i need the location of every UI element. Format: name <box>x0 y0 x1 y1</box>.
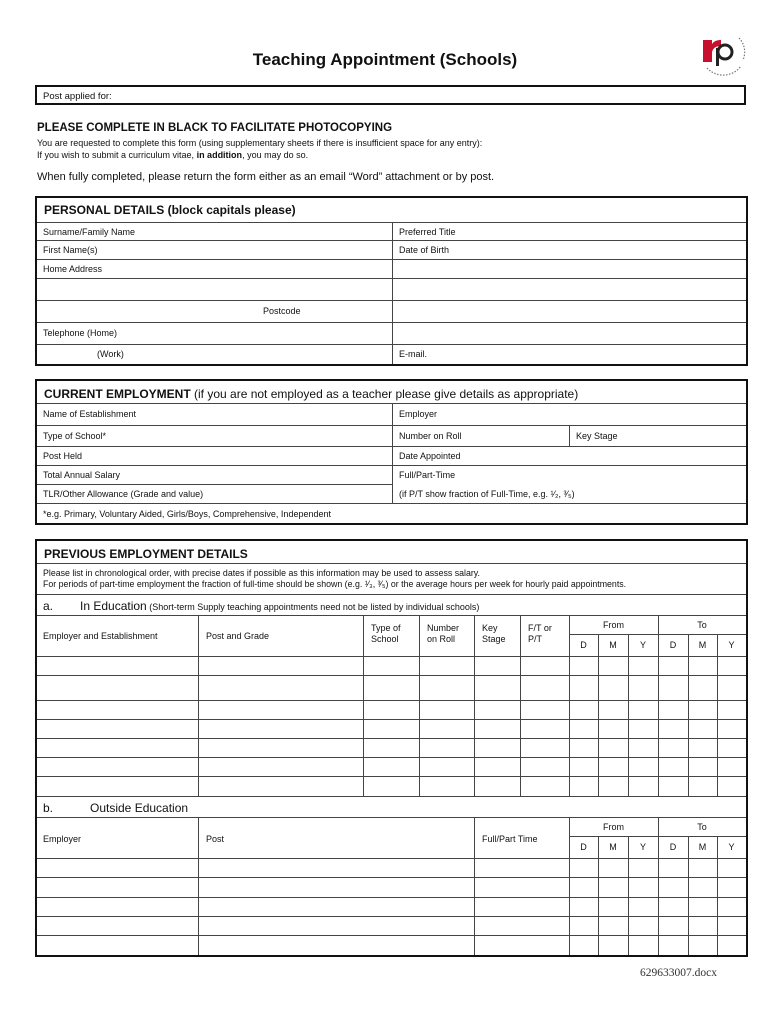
section-b-cell[interactable] <box>629 878 657 896</box>
section-b-cell[interactable] <box>475 878 568 896</box>
section-b-cell[interactable] <box>199 936 473 954</box>
section-b-cell[interactable] <box>659 878 687 896</box>
section-a-title <box>80 599 479 613</box>
section-a-cell[interactable] <box>420 720 473 737</box>
section-b-cell[interactable] <box>475 898 568 915</box>
section-a-col-header: Type of <box>371 623 401 633</box>
section-a-cell[interactable] <box>659 758 687 775</box>
section-a-to-header: To <box>697 620 707 630</box>
full-part-time-field[interactable]: Full/Part-Time <box>399 470 456 480</box>
section-b-cell[interactable] <box>718 878 745 896</box>
section-a-cell[interactable] <box>475 676 519 699</box>
section-a-cell[interactable] <box>38 758 197 775</box>
section-a-cell[interactable] <box>629 657 657 674</box>
section-a-cell[interactable] <box>475 720 519 737</box>
notice-line-2 <box>37 150 482 162</box>
section-a-cell[interactable] <box>521 739 568 756</box>
section-a-date-part-header: M <box>698 640 707 650</box>
section-a-cell[interactable] <box>570 701 597 718</box>
section-a-cell[interactable] <box>521 676 568 699</box>
section-a-cell[interactable] <box>38 777 197 795</box>
current-employment-section <box>35 379 748 525</box>
preferred-title-field[interactable]: Preferred Title <box>399 227 456 237</box>
section-b-title: Outside Education <box>90 801 189 815</box>
section-b-cell[interactable] <box>718 898 745 915</box>
notice-heading: PLEASE COMPLETE IN BLACK TO FACILITATE PHOTOCOPYING <box>37 122 393 134</box>
personal-details-heading: PERSONAL DETAILS (block capitals please) <box>44 203 296 217</box>
section-a-date-part-header: D <box>580 640 587 650</box>
fraction-note: (if P/T show fraction of Full-Time, e.g. ¹⁄₂, ³⁄₅) <box>399 489 575 499</box>
section-a-cell[interactable] <box>364 720 418 737</box>
section-b-cell[interactable] <box>629 936 657 954</box>
current-employment-heading-note: (if you are not employed as a teacher please give details as appropriate) <box>190 387 579 401</box>
section-a-cell[interactable] <box>199 720 362 737</box>
section-a-cell[interactable] <box>521 657 568 674</box>
section-a-date-part-header: Y <box>728 640 735 650</box>
section-b-cell[interactable] <box>475 936 568 954</box>
notice-line-2-pre: If you wish to submit a curriculum vitae, <box>37 149 197 160</box>
previous-employment-section <box>35 539 748 957</box>
section-a-date-part-header: Y <box>639 640 646 650</box>
current-employment-heading <box>44 387 578 401</box>
section-b-col-header: Employer <box>43 834 82 844</box>
section-a-cell[interactable] <box>629 758 657 775</box>
section-a-cell[interactable] <box>659 701 687 718</box>
first-names-field[interactable]: First Name(s) <box>43 245 98 255</box>
section-a-col-header: Key <box>482 623 498 633</box>
section-b-cell[interactable] <box>599 859 627 876</box>
section-a-cell[interactable] <box>659 720 687 737</box>
section-a-cell[interactable] <box>599 720 627 737</box>
section-a-cell[interactable] <box>689 676 716 699</box>
section-a-cell[interactable] <box>521 720 568 737</box>
section-b-letter: b. <box>43 801 54 815</box>
section-a-title-text: In Education <box>80 599 147 613</box>
number-on-roll-field[interactable]: Number on Roll <box>399 431 462 441</box>
section-b-cell[interactable] <box>718 917 745 934</box>
section-a-cell[interactable] <box>599 758 627 775</box>
section-b-cell[interactable] <box>689 917 716 934</box>
section-a-cell[interactable] <box>521 777 568 795</box>
section-a-col-header: Post and Grade <box>206 631 270 641</box>
section-a-cell[interactable] <box>475 701 519 718</box>
section-a-col-header: Number <box>427 623 460 633</box>
telephone-home-field[interactable]: Telephone (Home) <box>43 328 118 338</box>
section-a-cell[interactable] <box>364 676 418 699</box>
section-a-cell[interactable] <box>570 739 597 756</box>
previous-employment-heading: PREVIOUS EMPLOYMENT DETAILS <box>44 547 248 561</box>
rp-logo-icon <box>699 34 749 76</box>
section-b-col-header: Post <box>206 834 225 844</box>
page-title: Teaching Appointment (Schools) <box>252 50 518 69</box>
section-b-cell[interactable] <box>659 859 687 876</box>
section-a-cell[interactable] <box>364 701 418 718</box>
post-held-field[interactable]: Post Held <box>43 451 83 461</box>
previous-employment-intro-1: Please list in chronological order, with precise dates if possible as this information may be used to assess salary. <box>43 568 480 578</box>
section-a-cell[interactable] <box>570 720 597 737</box>
section-a-cell[interactable] <box>475 777 519 795</box>
section-b-col-header: Full/Part Time <box>482 834 538 844</box>
section-a-cell[interactable] <box>718 657 745 674</box>
section-b-cell[interactable] <box>599 936 627 954</box>
telephone-work-field[interactable]: (Work) <box>97 349 124 359</box>
section-b-cell[interactable] <box>38 898 197 915</box>
section-a-cell[interactable] <box>659 676 687 699</box>
section-a-note: (Short-term Supply teaching appointments need not be listed by individual schools) <box>146 602 480 612</box>
section-a-cell[interactable] <box>199 657 362 674</box>
section-b-cell[interactable] <box>689 859 716 876</box>
postcode-field[interactable]: Postcode <box>263 306 301 316</box>
section-a-cell[interactable] <box>718 739 745 756</box>
post-applied-for-label: Post applied for: <box>43 91 112 102</box>
section-a-cell[interactable] <box>38 701 197 718</box>
section-a-cell[interactable] <box>420 657 473 674</box>
return-instruction: When fully completed, please return the form either as an email “Word” attachment or by post. <box>37 171 495 183</box>
section-b-cell[interactable] <box>38 936 197 954</box>
school-type-footnote: *e.g. Primary, Voluntary Aided, Girls/Boys, Comprehensive, Independent <box>43 509 331 519</box>
section-a-cell[interactable] <box>718 758 745 775</box>
section-b-cell[interactable] <box>659 936 687 954</box>
section-a-cell[interactable] <box>475 739 519 756</box>
section-a-cell[interactable] <box>599 676 627 699</box>
section-b-cell[interactable] <box>659 917 687 934</box>
section-a-cell[interactable] <box>521 701 568 718</box>
previous-employment-intro-2: For periods of part-time employment the fraction of full-time should be shown (e.g. ¹⁄₃, ³⁄₅) or the average hours per week for hourly paid appointments. <box>43 579 627 589</box>
section-a-cell[interactable] <box>475 758 519 775</box>
section-b-cell[interactable] <box>718 859 745 876</box>
section-a-cell[interactable] <box>689 777 716 795</box>
section-b-cell[interactable] <box>38 878 197 896</box>
section-b-cell[interactable] <box>199 878 473 896</box>
section-b-cell[interactable] <box>199 898 473 915</box>
section-a-cell[interactable] <box>364 758 418 775</box>
section-a-cell[interactable] <box>420 758 473 775</box>
section-b-date-part-header: M <box>698 842 707 852</box>
section-b-cell[interactable] <box>689 898 716 915</box>
section-a-cell[interactable] <box>689 720 716 737</box>
footer-filename: 629633007.docx <box>640 967 717 979</box>
section-b-cell[interactable] <box>570 898 597 915</box>
section-a-cell[interactable] <box>38 720 197 737</box>
section-a-date-part-header: D <box>669 640 677 650</box>
section-b-cell[interactable] <box>38 917 197 934</box>
date-appointed-field[interactable]: Date Appointed <box>399 451 461 461</box>
section-a-cell[interactable] <box>199 739 362 756</box>
section-a-cell[interactable] <box>599 657 627 674</box>
section-a-cell[interactable] <box>659 657 687 674</box>
section-b-to-header: To <box>697 822 707 832</box>
email-field[interactable]: E-mail. <box>399 349 428 359</box>
section-a-cell[interactable] <box>629 720 657 737</box>
section-a-cell[interactable] <box>475 657 519 674</box>
section-a-cell[interactable] <box>718 777 745 795</box>
section-a-cell[interactable] <box>420 739 473 756</box>
section-b-cell[interactable] <box>599 917 627 934</box>
section-a-from-header: From <box>603 620 624 630</box>
date-of-birth-field[interactable]: Date of Birth <box>399 245 450 255</box>
section-b-cell[interactable] <box>38 859 197 876</box>
section-a-cell[interactable] <box>364 657 418 674</box>
section-a-cell[interactable] <box>420 676 473 699</box>
notice-text <box>37 138 482 161</box>
section-a-cell[interactable] <box>199 777 362 795</box>
name-of-establishment-field[interactable]: Name of Establishment <box>43 409 137 419</box>
section-a-cell[interactable] <box>689 739 716 756</box>
section-a-col-header: on Roll <box>427 634 456 644</box>
section-a-cell[interactable] <box>629 777 657 795</box>
section-a-cell[interactable] <box>570 777 597 795</box>
post-applied-for-field[interactable] <box>35 85 746 105</box>
section-a-cell[interactable] <box>521 758 568 775</box>
section-a-col-header: Employer and Establishment <box>43 631 158 641</box>
home-address-line-2-field[interactable] <box>43 282 383 298</box>
section-b-cell[interactable] <box>570 878 597 896</box>
section-b-cell[interactable] <box>629 859 657 876</box>
section-b-cell[interactable] <box>599 878 627 896</box>
section-a-cell[interactable] <box>364 777 418 795</box>
section-b-cell[interactable] <box>199 917 473 934</box>
section-b-cell[interactable] <box>570 936 597 954</box>
section-a-letter: a. <box>43 599 54 613</box>
section-b-from-header: From <box>603 822 624 832</box>
home-address-field[interactable]: Home Address <box>43 264 103 274</box>
section-a-cell[interactable] <box>364 739 418 756</box>
section-b-date-part-header: D <box>580 842 587 852</box>
section-b-cell[interactable] <box>629 917 657 934</box>
section-b-cell[interactable] <box>659 898 687 915</box>
section-a-cell[interactable] <box>199 701 362 718</box>
section-b-cell[interactable] <box>475 917 568 934</box>
section-b-date-part-header: M <box>609 842 617 852</box>
section-a-cell[interactable] <box>38 676 197 699</box>
section-a-col-header: P/T <box>528 634 543 644</box>
section-b-date-part-header: D <box>669 842 677 852</box>
section-a-col-header: School <box>371 634 399 644</box>
tlr-allowance-field[interactable]: TLR/Other Allowance (Grade and value) <box>43 489 204 499</box>
section-a-cell[interactable] <box>689 758 716 775</box>
section-b-date-part-header: Y <box>728 842 735 852</box>
section-b-cell[interactable] <box>475 859 568 876</box>
section-b-cell[interactable] <box>718 936 745 954</box>
section-b-cell[interactable] <box>689 936 716 954</box>
section-a-cell[interactable] <box>689 657 716 674</box>
section-a-cell[interactable] <box>420 777 473 795</box>
section-a-col-header: Stage <box>482 634 506 644</box>
section-a-date-part-header: M <box>609 640 617 650</box>
section-a-cell[interactable] <box>629 676 657 699</box>
section-a-cell[interactable] <box>38 739 197 756</box>
surname-field[interactable]: Surname/Family Name <box>43 227 136 237</box>
total-annual-salary-field[interactable]: Total Annual Salary <box>43 470 121 480</box>
employer-field[interactable]: Employer <box>399 409 438 419</box>
section-b-cell[interactable] <box>689 878 716 896</box>
notice-line-2-bold: in addition <box>196 149 243 160</box>
section-a-cell[interactable] <box>718 720 745 737</box>
section-a-cell[interactable] <box>718 676 745 699</box>
section-a-cell[interactable] <box>570 676 597 699</box>
section-a-cell[interactable] <box>38 657 197 674</box>
section-a-cell[interactable] <box>599 777 627 795</box>
section-b-cell[interactable] <box>629 898 657 915</box>
section-b-date-part-header: Y <box>639 842 646 852</box>
key-stage-field[interactable]: Key Stage <box>576 431 618 441</box>
section-a-cell[interactable] <box>629 739 657 756</box>
section-b-cell[interactable] <box>570 917 597 934</box>
section-a-cell[interactable] <box>629 701 657 718</box>
section-a-cell[interactable] <box>689 701 716 718</box>
section-a-col-header: F/T or <box>528 623 552 633</box>
section-b-cell[interactable] <box>199 859 473 876</box>
section-a-cell[interactable] <box>199 758 362 775</box>
current-employment-heading-bold: CURRENT EMPLOYMENT <box>44 387 191 401</box>
section-b-cell[interactable] <box>599 898 627 915</box>
type-of-school-field[interactable]: Type of School* <box>43 431 107 441</box>
personal-details-section <box>35 196 748 366</box>
section-a-cell[interactable] <box>420 701 473 718</box>
section-a-cell[interactable] <box>718 701 745 718</box>
section-a-cell[interactable] <box>570 657 597 674</box>
section-a-cell[interactable] <box>599 701 627 718</box>
notice-line-1: You are requested to complete this form (using supplementary sheets if there is insufficient space for any entry): <box>37 138 483 148</box>
section-a-cell[interactable] <box>199 676 362 699</box>
section-a-cell[interactable] <box>659 777 687 795</box>
section-a-cell[interactable] <box>570 758 597 775</box>
section-a-cell[interactable] <box>599 739 627 756</box>
section-a-cell[interactable] <box>659 739 687 756</box>
notice-line-2-post: , you may do so. <box>242 149 309 160</box>
section-b-cell[interactable] <box>570 859 597 876</box>
